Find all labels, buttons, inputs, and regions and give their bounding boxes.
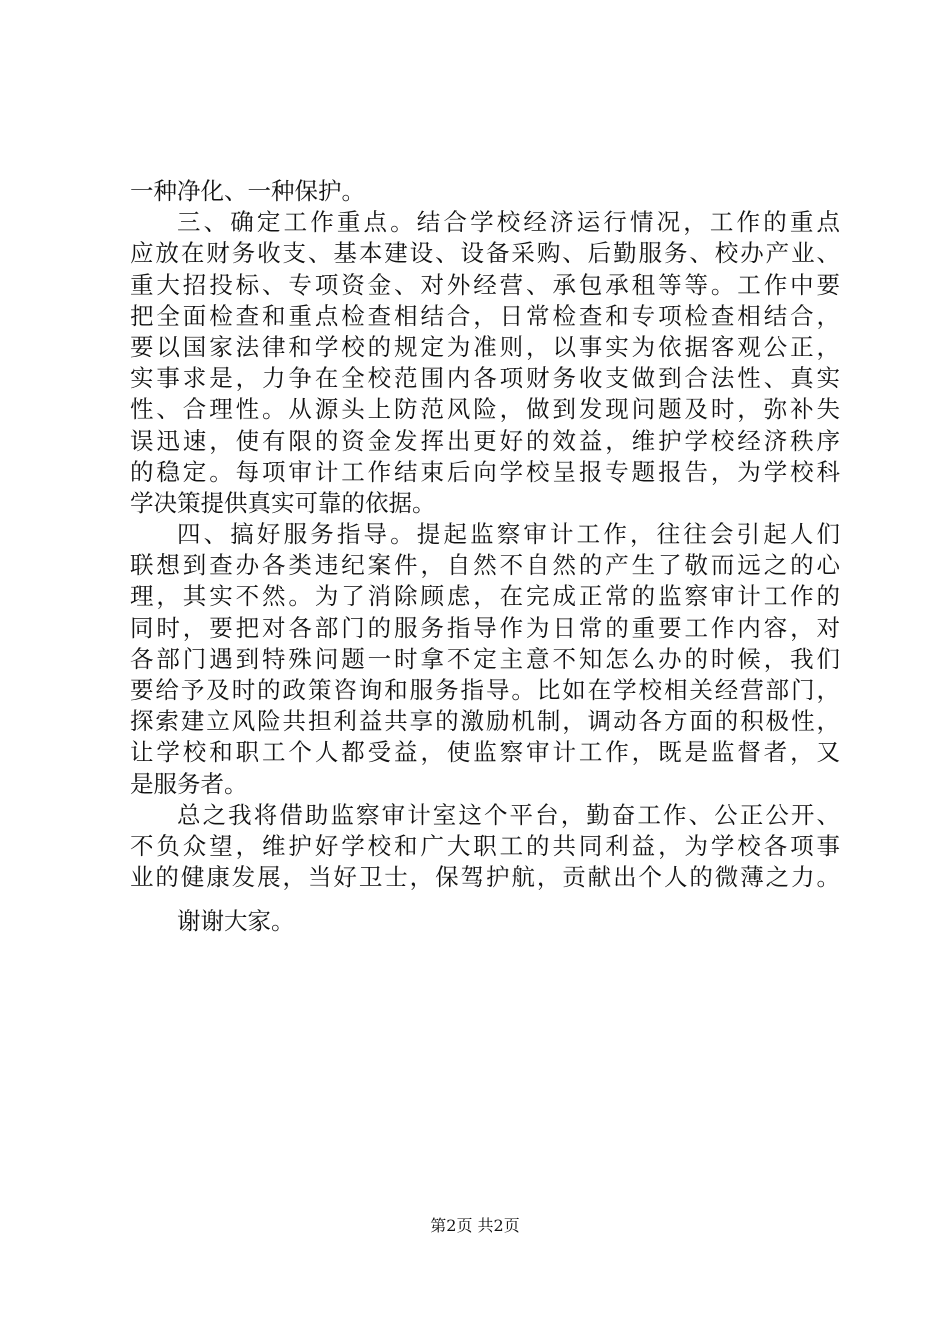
text-line: 理，其实不然。为了消除顾虑，在完成正常的监察审计工作的 <box>130 582 840 611</box>
paragraph-first-line: 三、确定工作重点。结合学校经济运行情况，工作的重点 <box>177 208 840 237</box>
text-line: 各部门遇到特殊问题一时拿不定主意不知怎么办的时候，我们 <box>130 644 840 673</box>
text-line: 学决策提供真实可靠的依据。 <box>130 488 436 517</box>
text-line: 误迅速，使有限的资金发挥出更好的效益，维护学校经济秩序 <box>130 426 840 455</box>
document-body <box>130 176 840 893</box>
text-line: 的稳定。每项审计工作结束后向学校呈报专题报告，为学校科 <box>130 457 840 486</box>
text-line: 探索建立风险共担利益共享的激励机制，调动各方面的积极性， <box>130 707 840 736</box>
text-line: 把全面检查和重点检查相结合，日常检查和专项检查相结合， <box>130 301 840 330</box>
text-line: 一种净化、一种保护。 <box>130 177 365 205</box>
text-line: 业的健康发展，当好卫士，保驾护航，贡献出个人的微薄之力。 <box>130 863 840 892</box>
text-line: 实事求是，力争在全校范围内各项财务收支做到合法性、真实 <box>130 364 840 393</box>
text-line: 是服务者。 <box>130 769 248 798</box>
paragraph-first-line: 总之我将借助监察审计室这个平台，勤奋工作、公正公开、 <box>177 800 840 829</box>
text-line: 同时，要把对各部门的服务指导作为日常的重要工作内容，对 <box>130 613 840 642</box>
text-line: 让学校和职工个人都受益，使监察审计工作，既是监督者，又 <box>130 738 840 767</box>
text-line: 要给予及时的政策咨询和服务指导。比如在学校相关经营部门， <box>130 676 840 704</box>
text-line: 应放在财务收支、基本建设、设备采购、后勤服务、校办产业、 <box>130 239 840 268</box>
text-line: 联想到查办各类违纪案件，自然不自然的产生了敬而远之的心 <box>130 551 840 580</box>
page-number-footer: 第2页 共2页 <box>430 1216 520 1235</box>
text-line: 要以国家法律和学校的规定为准则，以事实为依据客观公正， <box>130 332 840 361</box>
text-line: 重大招投标、专项资金、对外经营、承包承租等等。工作中要 <box>130 270 840 299</box>
paragraph-first-line: 四、搞好服务指导。提起监察审计工作，往往会引起人们 <box>177 520 840 549</box>
closing-text: 谢谢大家。 <box>177 907 295 935</box>
text-line: 性、合理性。从源头上防范风险，做到发现问题及时，弥补失 <box>130 395 840 424</box>
text-line: 不负众望，维护好学校和广大职工的共同利益，为学校各项事 <box>130 831 840 860</box>
